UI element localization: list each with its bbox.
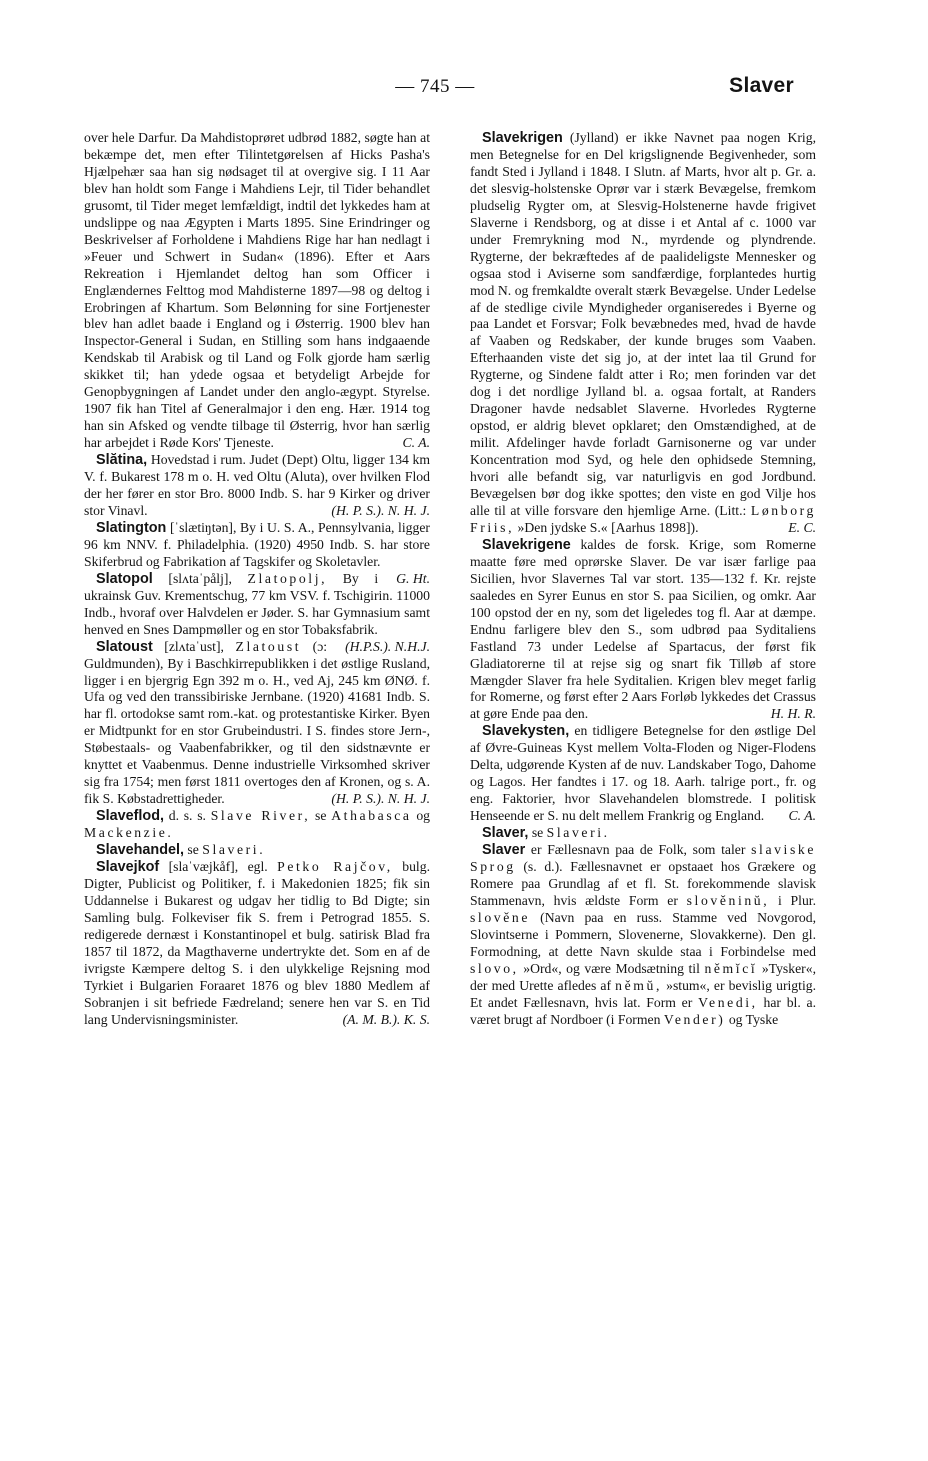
entry-spaced-name: Slaveri. (202, 842, 266, 858)
entry-text: i Plur. (778, 892, 817, 908)
entry-continuation (84, 130, 430, 452)
entry-text: kaldes de forsk. Krige, som Romerne maatte føre med oprørske Slaver. De var især farlige paa Sicilien, hvor Slavernes Tal var stort. 135—132 f. Kr. rejste saaledes en Syrer Eunus en stor S. paa Sicilien, og omkr. Aar 100 opstod der en ny, som det ligeledes tog fl. Aar at dæmpe. Endnu farligere blev den S., som udbrød paa Syditaliens Fastland 73 under Ledelse af Spartacus, der først fik Gladiatorerne til at rejse sig og snart fik Tilløb af store Mængder Slaver fra hele Syditalien. Krigen blev meget farlig for Romerne, og først efter 2 Aars Forløb lykkedes det Crassus at gøre Ende paa den. (470, 536, 817, 722)
entry-slavekrigene (470, 537, 816, 723)
entry-headword: Slavekysten, (482, 723, 570, 740)
entry-pronunciation: [slaˈvæjkåf], (168, 858, 239, 874)
entry-spaced-name: Zlatopolj, (247, 570, 328, 586)
entry-headword: Slavekrigene (482, 536, 571, 553)
entry-signature: (H. P. S.). N. H. J. (331, 791, 430, 807)
entry-spaced-name: Venedi, (698, 994, 758, 1010)
entry-text: (ɔ: Guldmunden), By i Baschkirrepublikken i det østlige Rusland, ligger i en bjergrig Egn 392 m o. H., ved Aj, 245 km ØNØ. f. Ufa og ved den transsibiriske Jernbane. (1920) 41681 Indb. S. har fl. ortodokse samt rom.-kat. og protestantiske Kirker. Byen er Midtpunkt for en stor Grubeindustri. I S. findes store Jern-, Støbestaals- og Vaabenfabrikker, og til den sidstnævnte er knyttet et Vaabenmus. Denne industrielle Virksomhed skriver sig fra 1754; men først 1811 overtoges den af Kronen, og s. A. fik S. Købstadrettigheder. (84, 638, 430, 807)
entry-headword: Slatopol (96, 570, 153, 587)
entry-text: bulg. Digter, Publicist og Politiker, f. i Makedonien 1825; fik sin Uddannelse i Bukarest og udgav her tidlig to Bd Digte; sin Samling bulg. Folkeviser fik S. frem i Petrograd 1855. S. redigerede dernæst i Konstantinopel et bulg. satirisk Blad fra 1857 til 1872, da Magthaverne undertrykte det. Som en af de ivrigste Kæmpere deltog S. i den ulykkelige Rejsning mod Tyrkiet i Bulgarien Foraaret 1876 og blev 1880 Medlem af Sobranjen i sit befriede Fædreland; senere hen var S. en Tid lang Undervisningsminister. (84, 858, 430, 1027)
entry-spaced-name: slověne (470, 909, 531, 925)
entry-text: er Fællesnavn paa de Folk, som taler (530, 842, 746, 858)
entry-text: »Den jydske S.« [Aarhus 1898]). (517, 519, 699, 535)
entry-headword: Slătina, (96, 452, 148, 469)
entry-text: »Ord«, og være Modsætning til (523, 960, 700, 976)
entry-text: (Navn paa en russ. Stamme ved Novgorod, Slovintserne i Pommern, Slovenerne, Slovakkerne). Den gl. Formodning, at dette Navn skulde staa i Forbindelse med (470, 909, 816, 959)
entry-pronunciation: [slʌtaˈpålj], (168, 570, 232, 586)
entry-slaver-see (470, 825, 816, 842)
entry-slaver (470, 842, 816, 1028)
entry-headword: Slatoust (96, 638, 153, 655)
entry-text: »stum«, er bevislig urigtig. Et andet Fællesnavn, hvis lat. Form er (470, 977, 817, 1010)
entry-text: Hovedstad i rum. Judet (Dept) Oltu, ligger 134 km V. f. Bukarest 178 m o. H. ved Oltu (Aluta), over hvilken Flod der her fører en stor Bro. 8000 Indb. S. har 9 Kirker og driver stor Vinavl. (84, 452, 431, 518)
entry-spaced-name: slovo, (470, 960, 519, 976)
entry-headword: Slaver, (482, 825, 529, 842)
entry-headword: Slaver (482, 842, 526, 859)
entry-spaced-name: slaviske Sprog (470, 842, 817, 874)
entry-spaced-name: Mackenzie. (84, 825, 174, 841)
entry-headword: Slatington (96, 519, 167, 536)
entry-headword: Slaveflod, (96, 808, 164, 825)
entry-signature: (H.P.S.). N.H.J. (345, 638, 430, 654)
entry-spaced-name: Athabasca (331, 808, 412, 824)
entry-headword: Slavekrigen (482, 130, 563, 146)
entry-spaced-name: Slaveri. (546, 825, 610, 841)
entry-slatoust (84, 639, 430, 809)
left-column (84, 130, 430, 1029)
right-column (470, 130, 816, 1029)
entry-spaced-name: Vender) (663, 1011, 726, 1027)
entry-spaced-name: němĭcĭ (704, 960, 758, 976)
entry-spaced-name: slověninŭ, (686, 892, 770, 908)
entry-slavekrigen (470, 130, 816, 537)
entry-signature: G. Ht. (396, 570, 430, 586)
entry-signature: C. A. (402, 435, 430, 451)
entry-text: og Tyske (728, 1011, 779, 1027)
entry-signature: H. H. R. (770, 706, 816, 722)
entry-text: over hele Darfur. Da Mahdistoprøret udbrød 1882, søgte han at bekæmpe det, men efter Tilintetgørelsen af Hicks Pasha's Hjælpehær saa han sig nødsaget til at overgive sig. I 11 Aar blev han holdt som Fange i Mahdiens Lejr, til Tider behandlet grusomt, til Tider meget lemfældigt, indtil det lykkedes ham at undslippe og naa Ægypten i Marts 1895. Sine Erindringer og Beskrivelser af Forholdene i Mahdiens Rige har han nedlagt i »Feuer und Schwert in Sudan« (1896). Efter et Aars Rekreation i Hjemlandet deltog han som Officer i Englændernes Felttog mod Mahdisterne 1897—98 og deltog i Erobringen af Khartum. Som Belønning for sine Fortjenester blev han adlet baade i England og i Østerrig. 1900 blev han Inspector-General i Sudan, en Stilling som hans indgaaende Kendskab til Arabisk og til Land og Folk gjorde ham særlig skikket til; han ydede ogsaa et betydeligt Arbejde for Genopbygningen af Landet under den anglo-ægypt. Styrelse. 1907 fik han Titel af Generalmajor i den eng. Hær. 1914 tog han sin Afsked og vendte tilbage til Østerrig, hvor han særlig har arbejdet i Røde Kors' Tjeneste. (84, 130, 430, 451)
entry-text: en tidligere Betegnelse for den østlige Del af Øvre-Guineas Kyst mellem Volta-Floden og Niger-Flodens Delta, udgørende Kysten af de nuv. Landskaber Togo, Dahome og Lagos. Her fandtes i 17. og 18. Aarh. talrige port., fr. og eng. Faktorier, hvor Slavehandelen blomstrede. I politisk Henseende er S. nu delt mellem Frankrig og England. (470, 723, 817, 824)
entry-text: og (416, 808, 431, 824)
entry-slaveflod (84, 808, 430, 842)
entry-headword: Slavehandel, (96, 842, 184, 859)
entry-slavejkof (84, 859, 430, 1029)
entry-text: (s. d.). Fællesnavnet er opstaaet hos Grækere og Romere paa Grundlag af et fl. St. forekommende slavisk Stammenavn, hvis ældste Form er (470, 858, 817, 908)
running-head: Slaver (729, 74, 794, 97)
entry-signature: E. C. (788, 519, 816, 535)
entry-signature: C. A. (788, 808, 816, 824)
entry-text: se (187, 842, 199, 858)
entry-spaced-name: němŭ, (615, 977, 662, 993)
entry-text: By i ukrainsk Guv. Krementschug, 77 km VSV. f. Tschigirin. 11000 Indb., hvoraf over Halvdelen er Jøder. S. har Gymnasium samt henved en Snes Dampmøller og en stor Tobaksfabrik. (84, 570, 430, 637)
entry-signature: (H. P. S.). N. H. J. (331, 502, 430, 518)
entry-spaced-name: Petko Rajčov, (277, 858, 393, 874)
entry-spaced-name: Zlatoust (235, 638, 302, 654)
entry-headword: Slavejkof (96, 858, 160, 875)
entry-text: egl. (247, 858, 268, 874)
entry-text: (Jylland) er ikke Navnet paa nogen Krig, men Betegnelse for en Del krigslignende Begivenheder, som fandt Sted i Jylland i 1848. I Slutn. af Marts, hvor alt p. Gr. a. det slesvig-holstenske Oprør var i stærk Bevægelse, fremkom pludselig Rygter om, at Slesvig-Holstenerne havde frigivet Slaverne i Rendsborg, og at disse i et Antal af c. 1000 var under Fremrykning mod N., myrdende og plyndrende. Rygterne, der bekræftedes af de paalideligste Mennesker og ogsaa stod i Aviserne som sandfærdige, forplantedes hurtig mod N. og fremkaldte overalt stærk Bevægelse. Under Ledelse af de stedlige civile Myndigheder organiseredes i Byerne og paa Landet et Forsvar; Folk bevæbnedes med, hvad de havde af Vaaben og Redskaber, der kunde bruges som Vaaben. Efterhaanden viste det sig jo, at der intet laa til Grund for Rygterne, og Sindene faldt atter i Ro; men forinden var det dog i det nordlige Jylland bl. a. ogsaa fortalt, at Randers Dragoner havde nedsablet Slaverne. Hvorledes Rygterne opstod, er aldrig blevet opklaret; den Omstændighed, at de milit. Afdelinger havde forladt Garnisonerne og var under Koncentration mod Syd, og hele den ophidsede Stemning, hvori alle befandt sig, var naturligvis en god Jordbund. Bevægelsen bør dog ikke spottes; den viste en god Vilje hos alle til at ville forsvare den hjemlige Arne. (Litt.: (470, 130, 816, 518)
entry-slavehandel (84, 842, 430, 859)
entry-slavekysten (470, 723, 816, 825)
entry-text: se (315, 808, 327, 824)
entry-spaced-name: Slave River, (210, 808, 311, 824)
entry-text: »Tysker«, der med Urette afledes af (470, 960, 816, 993)
page-number: — 745 — (395, 76, 475, 97)
entry-slatina (84, 452, 430, 520)
entry-text: se (531, 825, 544, 841)
entry-signature: (A. M. B.). K. S. (342, 1011, 430, 1027)
entry-text: [ˈslætiŋtən], By i U. S. A., Pennsylvania, ligger 96 km NNV. f. Philadelphia. (1920) 4950 Indb. S. har store Skiferbrud og Fabrikation af Tagskifer og Skoletavler. (84, 519, 430, 569)
entry-pronunciation: [zlʌtaˈust], (164, 638, 224, 654)
entry-text: har bl. a. været brugt af Nordboer (i Formen (470, 994, 817, 1027)
entry-spaced-name: Lønborg Friis, (470, 502, 816, 535)
entry-text: d. s. s. (168, 808, 206, 824)
